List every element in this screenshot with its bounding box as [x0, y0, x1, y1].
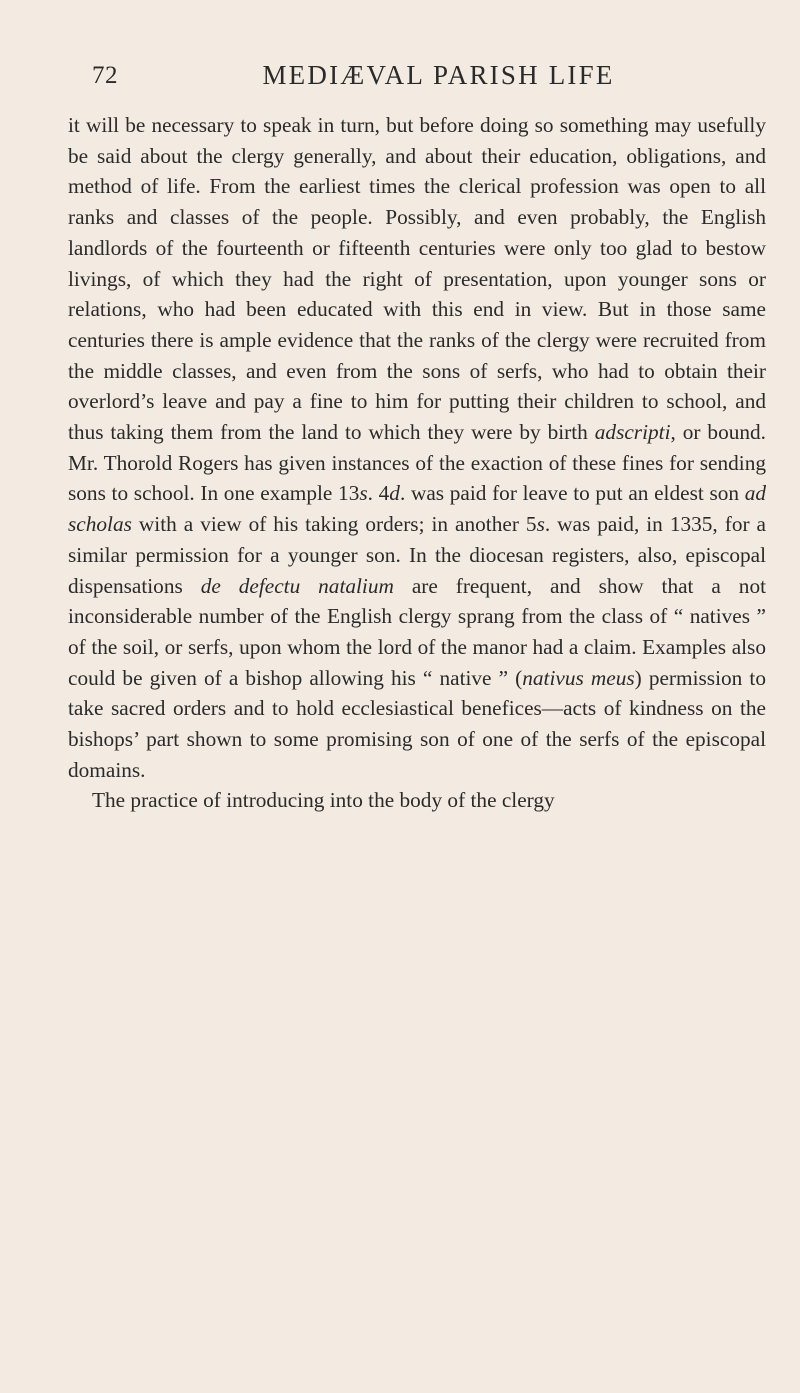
- text-run: are frequent, and show that a not inconsiderable number of the English clergy sprang from the class of “ natives ” of the soil, or serfs, upon whom the lord of the manor had a claim. Examples also could be given of a bishop allowing his “ native ” (: [68, 573, 767, 690]
- body-text: [68, 110, 766, 816]
- paragraph: [68, 785, 766, 816]
- text-run: ) permission to take sacred orders and to hold ecclesiastical benefices—acts of kindness on the bishops’ part shown to some promising son of one of the serfs of the episcopal domains.: [68, 665, 766, 782]
- text-run: it will be necessary to speak in turn, but before doing so something may usefully be said about the clergy generally, and about their education, obligations, and method of life. From the earliest times the clerical profession was open to all ranks and classes of the people. Possibly, and even probably, the English landlords of the fourteenth or fifteenth centuries were only too glad to bestow livings, of which they had the right of presentation, upon younger sons or relations, who had been educated with this end in view. But in those same centuries there is ample evidence that the ranks of the clergy were recruited from the middle classes, and even from the sons of serfs, who had to obtain their overlord’s leave and pay a fine to him for putting their children to school, and thus taking them from the land to which they were by birth: [68, 113, 766, 445]
- text-run: . 4: [367, 481, 390, 506]
- text-run: . was paid, in 1335, for a similar permission for a younger son. In the diocesan registers, also, episcopal dispensations: [68, 512, 766, 598]
- italic-text: s: [359, 481, 368, 506]
- page-number: 72: [92, 62, 118, 89]
- italic-text: nativus meus: [522, 665, 635, 690]
- running-head: MEDIÆVAL PARISH LIFE: [262, 60, 615, 90]
- italic-text: d: [389, 481, 400, 506]
- text-run: The practice of introducing into the body of the clergy: [92, 788, 555, 813]
- text-run: . was paid for leave to put an eldest son: [399, 481, 745, 506]
- italic-text: ad scholas: [68, 481, 767, 537]
- page-header: [92, 56, 767, 96]
- paragraph: [68, 110, 766, 785]
- italic-text: adscripti: [594, 420, 671, 445]
- italic-text: s: [536, 512, 545, 537]
- text-run: , or bound. Mr. Thorold Rogers has given instances of the exaction of these fines for sending sons to school. In one example 13: [68, 420, 766, 506]
- text-run: with a view of his taking orders; in another 5: [131, 512, 537, 537]
- italic-text: de defectu natalium: [200, 573, 394, 598]
